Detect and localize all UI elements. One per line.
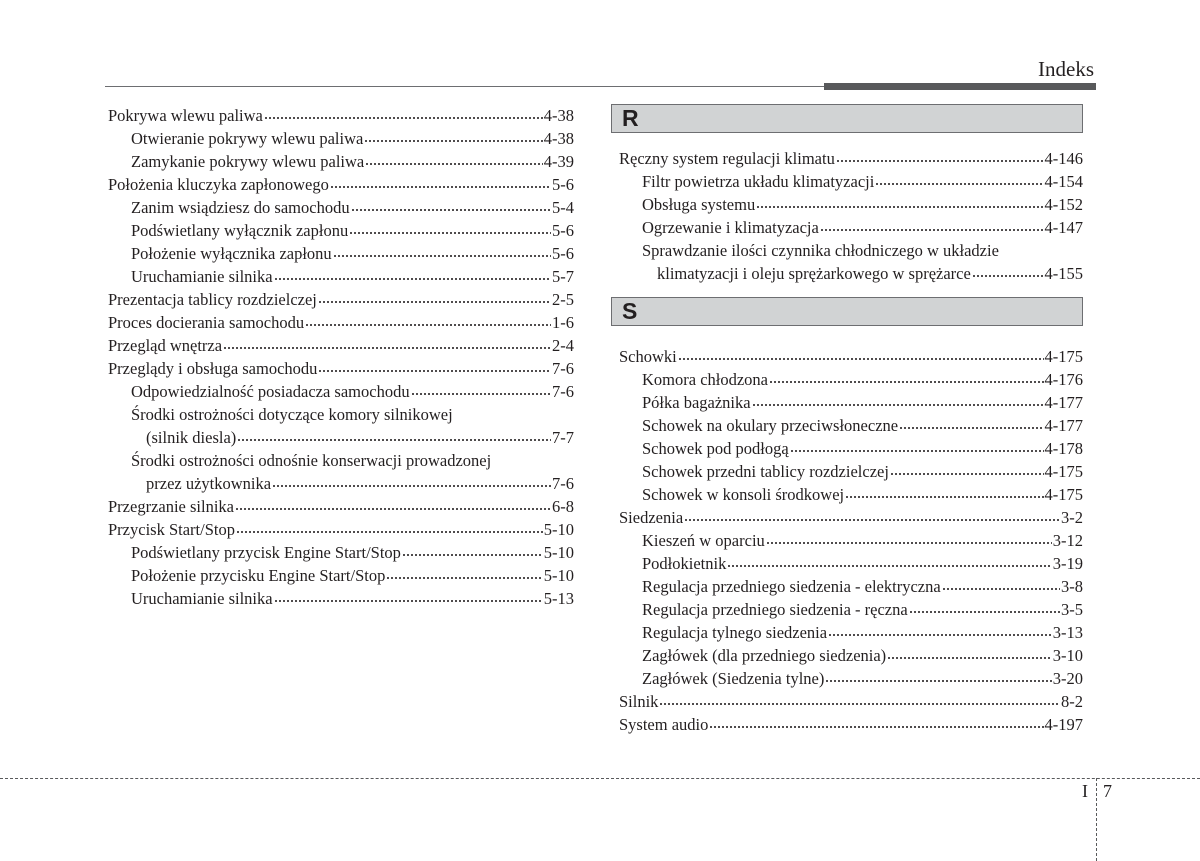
dot-leader <box>825 679 1051 684</box>
index-entry-page: 5-6 <box>552 244 574 263</box>
index-entry <box>108 472 574 495</box>
index-entry <box>619 460 1083 483</box>
index-entry-label: Przegląd wnętrza <box>108 336 223 355</box>
index-entry <box>108 587 574 610</box>
dot-leader <box>235 507 551 512</box>
index-entry-label: Regulacja przedniego siedzenia - ręczna <box>642 600 908 619</box>
dot-leader <box>845 495 1043 500</box>
index-entry <box>619 529 1083 552</box>
index-entry <box>108 380 574 403</box>
index-entry-page: 5-10 <box>543 543 574 562</box>
index-entry <box>619 552 1083 575</box>
index-entry-page: 3-20 <box>1052 669 1083 688</box>
index-entry-page: 3-2 <box>1061 508 1083 527</box>
index-entry-page: 4-39 <box>543 152 574 171</box>
index-entry-label: Zagłówek (dla przedniego siedzenia) <box>642 646 887 665</box>
index-entry <box>108 196 574 219</box>
dot-leader <box>752 403 1044 408</box>
index-entry <box>619 414 1083 437</box>
dot-leader <box>887 656 1052 661</box>
index-entry-page: 5-7 <box>552 267 574 286</box>
index-entry <box>619 644 1083 667</box>
section-s-entries <box>619 345 1083 736</box>
index-entry-label: Sprawdzanie ilości czynnika chłodniczego w układzie <box>642 241 999 260</box>
index-entry <box>108 311 574 334</box>
dot-leader <box>790 449 1044 454</box>
index-entry <box>619 391 1083 414</box>
index-entry-page: 4-197 <box>1044 715 1083 734</box>
index-entry-page: 7-6 <box>552 382 574 401</box>
dot-leader <box>836 159 1044 164</box>
index-entry-label: Położenie wyłącznika zapłonu <box>131 244 332 263</box>
dot-leader <box>333 254 551 259</box>
index-entry-page: 7-6 <box>552 359 574 378</box>
dot-leader <box>411 392 551 397</box>
footer-section-label: I <box>1082 781 1088 801</box>
index-entry-page: 4-38 <box>543 129 574 148</box>
index-entry-page: 4-177 <box>1044 393 1083 412</box>
index-entry-label: przez użytkownika <box>146 474 272 493</box>
index-column-left <box>108 104 574 610</box>
index-entry-page: 2-4 <box>552 336 574 355</box>
index-entry <box>619 262 1083 285</box>
index-entry <box>108 518 574 541</box>
dot-leader <box>942 587 1060 592</box>
index-entry-page: 6-8 <box>552 497 574 516</box>
index-entry <box>108 265 574 288</box>
index-entry-label: Ogrzewanie i klimatyzacja <box>642 218 819 237</box>
index-entry-page: 5-4 <box>552 198 574 217</box>
index-entry <box>619 216 1083 239</box>
index-entry <box>108 173 574 196</box>
index-entry-label: Regulacja tylnego siedzenia <box>642 623 828 642</box>
index-entry-page: 4-152 <box>1044 195 1083 214</box>
index-entry-label: Środki ostrożności odnośnie konserwacji prowadzonej <box>131 451 492 470</box>
header-divider-bar <box>824 83 1096 90</box>
dot-leader <box>223 346 551 351</box>
dot-leader <box>305 323 551 328</box>
index-entry-page: 8-2 <box>1061 692 1083 711</box>
index-entry <box>619 575 1083 598</box>
index-entry <box>108 403 574 426</box>
index-entry-label: Pokrywa wlewu paliwa <box>108 106 263 125</box>
index-entry-label: Komora chłodzona <box>642 370 768 389</box>
index-entry <box>619 506 1083 529</box>
index-entry-label: Schowek pod podłogą <box>642 439 789 458</box>
index-entry-label: Kieszeń w oparciu <box>642 531 765 550</box>
index-entry <box>619 667 1083 690</box>
index-entry-label: Silnik <box>619 692 659 711</box>
section-header-r: R <box>611 104 1083 133</box>
dot-leader <box>237 438 551 443</box>
index-entry-page: 3-19 <box>1052 554 1083 573</box>
index-entry <box>108 495 574 518</box>
index-entry-page: 4-175 <box>1044 347 1083 366</box>
dot-leader <box>364 139 542 144</box>
index-entry-label: Ręczny system regulacji klimatu <box>619 149 835 168</box>
page-header-title: Indeks <box>1038 57 1094 81</box>
dot-leader <box>890 472 1044 477</box>
index-entry <box>108 449 574 472</box>
index-entry-page: 5-6 <box>552 221 574 240</box>
header-divider <box>105 86 825 87</box>
index-entry-page: 4-177 <box>1044 416 1083 435</box>
index-entry-label: klimatyzacji i oleju sprężarkowego w sprężarce <box>657 264 971 283</box>
index-column-right <box>619 104 1083 736</box>
index-entry-page: 4-155 <box>1044 264 1083 283</box>
dot-leader <box>386 576 542 581</box>
section-r-entries <box>619 147 1083 285</box>
dot-leader <box>274 277 551 282</box>
index-entry-page: 4-147 <box>1044 218 1083 237</box>
dot-leader <box>365 162 543 167</box>
index-entry-page: 4-146 <box>1044 149 1083 168</box>
index-entry-page: 4-154 <box>1044 172 1083 191</box>
section-header-s: S <box>611 297 1083 326</box>
index-entry-page: 1-6 <box>552 313 574 332</box>
index-entry-page: 4-176 <box>1044 370 1083 389</box>
dot-leader <box>709 725 1043 730</box>
index-entry-page: 5-6 <box>552 175 574 194</box>
dot-leader <box>899 426 1043 431</box>
index-entry-page: 2-5 <box>552 290 574 309</box>
dot-leader <box>678 357 1044 362</box>
dot-leader <box>272 484 551 489</box>
footer-vertical-divider <box>1096 778 1097 861</box>
index-entry-page: 4-175 <box>1044 462 1083 481</box>
index-entry <box>619 598 1083 621</box>
index-entry-label: Położenia kluczyka zapłonowego <box>108 175 329 194</box>
index-entry-label: Filtr powietrza układu klimatyzacji <box>642 172 875 191</box>
dot-leader <box>659 702 1060 707</box>
index-entry <box>619 621 1083 644</box>
index-entry-label: Siedzenia <box>619 508 684 527</box>
index-entry <box>108 242 574 265</box>
index-entry-label: Obsługa systemu <box>642 195 756 214</box>
index-entry-label: Podświetlany przycisk Engine Start/Stop <box>131 543 401 562</box>
dot-leader <box>972 274 1044 279</box>
index-entry-label: Podłokietnik <box>642 554 727 573</box>
dot-leader <box>820 228 1044 233</box>
index-entry <box>108 104 574 127</box>
dot-leader <box>402 553 543 558</box>
index-entry-page: 7-6 <box>552 474 574 493</box>
index-entry-page: 5-10 <box>543 566 574 585</box>
dot-leader <box>766 541 1052 546</box>
index-entry <box>108 426 574 449</box>
index-entry <box>108 127 574 150</box>
index-entry <box>619 193 1083 216</box>
index-entry-label: Prezentacja tablicy rozdzielczej <box>108 290 317 309</box>
dot-leader <box>351 208 551 213</box>
index-entry-page: 5-13 <box>543 589 574 608</box>
index-entry-label: Uruchamianie silnika <box>131 267 273 286</box>
index-entry <box>108 150 574 173</box>
index-entry <box>619 368 1083 391</box>
index-entry-label: Przycisk Start/Stop <box>108 520 235 539</box>
dot-leader <box>318 369 551 374</box>
dot-leader <box>727 564 1051 569</box>
index-entry-label: Otwieranie pokrywy wlewu paliwa <box>131 129 364 148</box>
index-entry-page: 3-13 <box>1052 623 1083 642</box>
index-entry-label: Uruchamianie silnika <box>131 589 273 608</box>
dot-leader <box>828 633 1052 638</box>
index-entry-page: 3-8 <box>1061 577 1083 596</box>
index-entry <box>108 541 574 564</box>
index-entry-label: Zanim wsiądziesz do samochodu <box>131 198 350 217</box>
dot-leader <box>756 205 1043 210</box>
index-entry <box>619 239 1083 262</box>
index-entry-label: Półka bagażnika <box>642 393 751 412</box>
index-entry-page: 3-5 <box>1061 600 1083 619</box>
index-entry-label: System audio <box>619 715 709 734</box>
index-entry-label: Schowek w konsoli środkowej <box>642 485 845 504</box>
page-number: 7 <box>1103 781 1112 801</box>
dot-leader <box>264 116 543 121</box>
index-entry-label: Zagłówek (Siedzenia tylne) <box>642 669 825 688</box>
index-entry-page: 3-10 <box>1052 646 1083 665</box>
index-entry <box>108 334 574 357</box>
index-entry-page: 7-7 <box>552 428 574 447</box>
dot-leader <box>684 518 1060 523</box>
dot-leader <box>236 530 543 535</box>
index-entry-label: Proces docierania samochodu <box>108 313 305 332</box>
index-entry <box>108 564 574 587</box>
index-entry <box>619 713 1083 736</box>
dot-leader <box>318 300 551 305</box>
dot-leader <box>875 182 1043 187</box>
index-entry <box>619 345 1083 368</box>
dot-leader <box>274 599 543 604</box>
index-entry-page: 4-178 <box>1044 439 1083 458</box>
index-entry-label: Regulacja przedniego siedzenia - elektryczna <box>642 577 941 596</box>
index-entry-label: Przeglądy i obsługa samochodu <box>108 359 318 378</box>
index-entry <box>619 483 1083 506</box>
index-entry-label: Schowki <box>619 347 677 366</box>
index-entry-label: Schowek przedni tablicy rozdzielczej <box>642 462 889 481</box>
index-entry-label: Zamykanie pokrywy wlewu paliwa <box>131 152 365 171</box>
index-entry-page: 3-12 <box>1052 531 1083 550</box>
dot-leader <box>769 380 1044 385</box>
index-entry-label: (silnik diesla) <box>146 428 237 447</box>
footer-divider <box>0 778 1200 779</box>
index-entry-page: 4-175 <box>1044 485 1083 504</box>
index-entry-label: Podświetlany wyłącznik zapłonu <box>131 221 349 240</box>
dot-leader <box>330 185 551 190</box>
index-entry <box>108 219 574 242</box>
index-entry-label: Środki ostrożności dotyczące komory silnikowej <box>131 405 453 424</box>
index-entry <box>619 690 1083 713</box>
index-entry-label: Odpowiedzialność posiadacza samochodu <box>131 382 410 401</box>
index-entry-page: 4-38 <box>543 106 574 125</box>
index-entry <box>619 170 1083 193</box>
dot-leader <box>349 231 551 236</box>
index-entry <box>108 288 574 311</box>
index-entry <box>619 437 1083 460</box>
index-entry-page: 5-10 <box>543 520 574 539</box>
index-entry-label: Przegrzanie silnika <box>108 497 234 516</box>
dot-leader <box>909 610 1060 615</box>
index-entry-label: Schowek na okulary przeciwsłoneczne <box>642 416 899 435</box>
index-entry-label: Położenie przycisku Engine Start/Stop <box>131 566 386 585</box>
index-entry <box>108 357 574 380</box>
index-entry <box>619 147 1083 170</box>
